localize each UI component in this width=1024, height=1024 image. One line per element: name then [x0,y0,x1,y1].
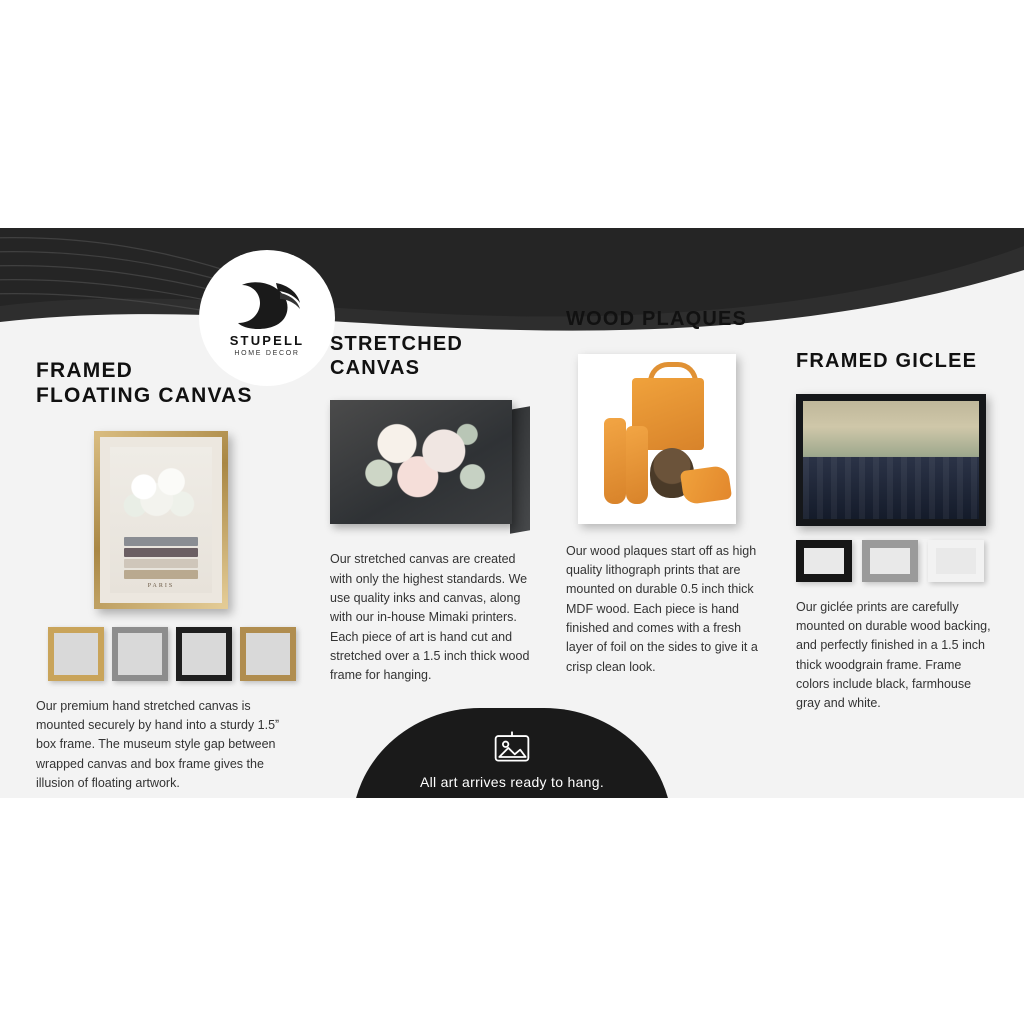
section-title: FRAMED GICLEE [796,350,978,372]
orange-boot-right [626,426,648,504]
orange-boot-left [604,418,626,504]
wood-plaque-image [578,354,736,524]
frame-color-swatches [48,627,296,681]
section-title-line2: FLOATING CANVAS [36,383,253,407]
framed-giclee-image [796,394,986,526]
brand-name: STUPELL [229,333,305,348]
gold-box-frame [94,431,228,609]
swatch-white [928,540,984,582]
section-title [330,333,540,380]
section-title-line2: CANVAS [330,356,421,379]
section-description: Our stretched canvas are created with only the highest standards. We use quality inks and canvas, along with our in-house Mimaki printers. Each piece of art is hand cut and stretched over a 1.5 inch thick wood frame for hanging. [330,552,530,683]
canvas-side-edge [510,406,530,534]
section-stretched-canvas [330,333,540,686]
canvas-front [330,400,512,524]
swatch-wood [240,627,296,681]
swatch-farmhouse-gray [862,540,918,582]
giclee-frame-swatches [796,540,994,582]
white-hydrangea-bouquet [118,461,204,535]
infographic-panel [0,228,1024,798]
framed-floating-canvas-image [94,431,228,609]
section-title-line1: STRETCHED [330,333,464,355]
section-wood-plaques [566,308,766,677]
section-framed-giclee [796,350,994,714]
swatch-gold [48,627,104,681]
stacked-books [124,535,198,577]
brand-logo [199,250,335,386]
canvas-artwork [110,447,212,593]
brand-tagline: HOME DECOR [234,350,300,357]
ready-to-hang-badge [352,708,672,798]
section-title-line1: FRAMED [36,359,134,382]
badge-text: All art arrives ready to hang. [419,774,605,790]
floral-artwork [358,416,488,508]
swatch-black [176,627,232,681]
swatch-gray [112,627,168,681]
section-title: WOOD PLAQUES [566,308,748,330]
section-description: Our wood plaques start off as high quality lithograph prints that are mounted on durable 0.5 inch thick MDF wood. Each piece is hand finished and comes with a fresh layer of foil on the sides to give it a crisp clean look. [566,543,758,674]
swan-logo-icon [230,279,304,331]
section-description: Our giclée prints are carefully mounted on durable wood backing, and perfectly finished in a 1.5 inch thick woodgrain frame. Frame colors include black, farmhouse gray and white. [796,599,991,711]
picture-frame-icon [492,730,532,764]
section-description: Our premium hand stretched canvas is mounted securely by hand into a sturdy 1.5ˮ box frame. The museum style gap between wrapped canvas and box frame gives the illusion of floating artwork. [36,698,280,791]
section-framed-floating-canvas [36,359,296,793]
stretched-canvas-image [330,400,530,532]
orange-scarf [680,464,732,504]
artwork-caption: PARIS [147,582,175,589]
swatch-black [796,540,852,582]
